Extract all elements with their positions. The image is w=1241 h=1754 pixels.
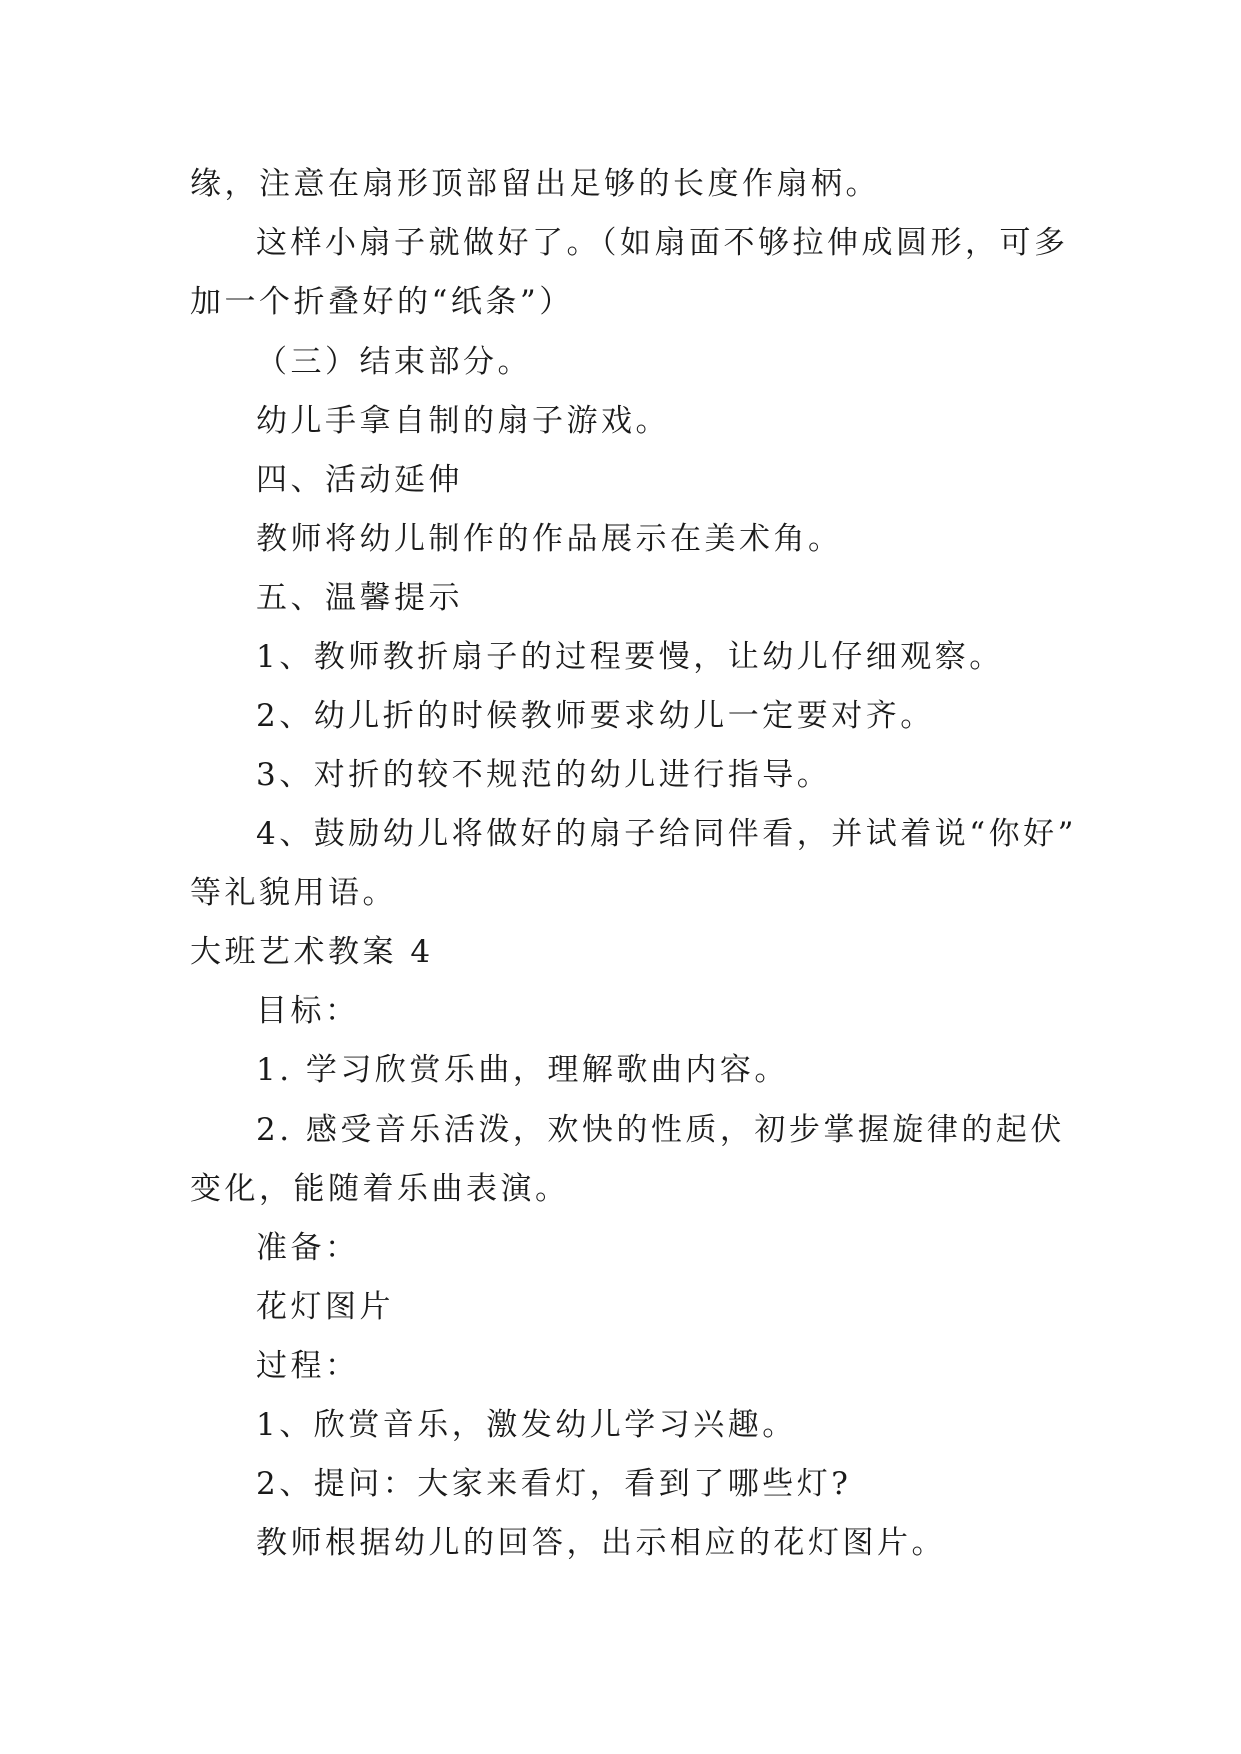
section-heading: 准备：	[256, 1230, 360, 1266]
list-item: 1. 学习欣赏乐曲，理解歌曲内容。	[256, 1052, 789, 1088]
list-item: 4、鼓励幼儿将做好的扇子给同伴看，并试着说“你好”	[256, 816, 1077, 852]
paragraph-line: 这样小扇子就做好了。（如扇面不够拉伸成圆形，可多	[256, 225, 1069, 261]
paragraph-line: 教师根据幼儿的回答，出示相应的花灯图片。	[256, 1525, 946, 1561]
list-item: 2. 感受音乐活泼，欢快的性质，初步掌握旋律的起伏	[256, 1112, 1065, 1148]
document-title: 大班艺术教案 4	[190, 934, 434, 970]
paragraph-line: 缘，注意在扇形顶部留出足够的长度作扇柄。	[190, 166, 880, 202]
list-item: 3、对折的较不规范的幼儿进行指导。	[256, 757, 832, 793]
paragraph-line: 花灯图片	[256, 1289, 394, 1325]
section-heading: （三）结束部分。	[256, 344, 532, 380]
paragraph-line: 教师将幼儿制作的作品展示在美术角。	[256, 521, 843, 557]
paragraph-line: 等礼貌用语。	[190, 875, 397, 911]
paragraph-line: 加一个折叠好的“纸条”）	[190, 284, 574, 320]
section-heading: 五、温馨提示	[256, 580, 463, 616]
list-item: 1、欣赏音乐，激发幼儿学习兴趣。	[256, 1407, 797, 1443]
list-item: 1、教师教折扇子的过程要慢，让幼儿仔细观察。	[256, 639, 1004, 675]
list-item: 2、提问：大家来看灯，看到了哪些灯?	[256, 1466, 852, 1502]
paragraph-line: 幼儿手拿自制的扇子游戏。	[256, 403, 670, 439]
section-heading: 目标：	[256, 993, 360, 1029]
list-item: 2、幼儿折的时候教师要求幼儿一定要对齐。	[256, 698, 935, 734]
paragraph-line: 变化，能随着乐曲表演。	[190, 1171, 570, 1207]
section-heading: 过程：	[256, 1348, 360, 1384]
section-heading: 四、活动延伸	[256, 462, 463, 498]
